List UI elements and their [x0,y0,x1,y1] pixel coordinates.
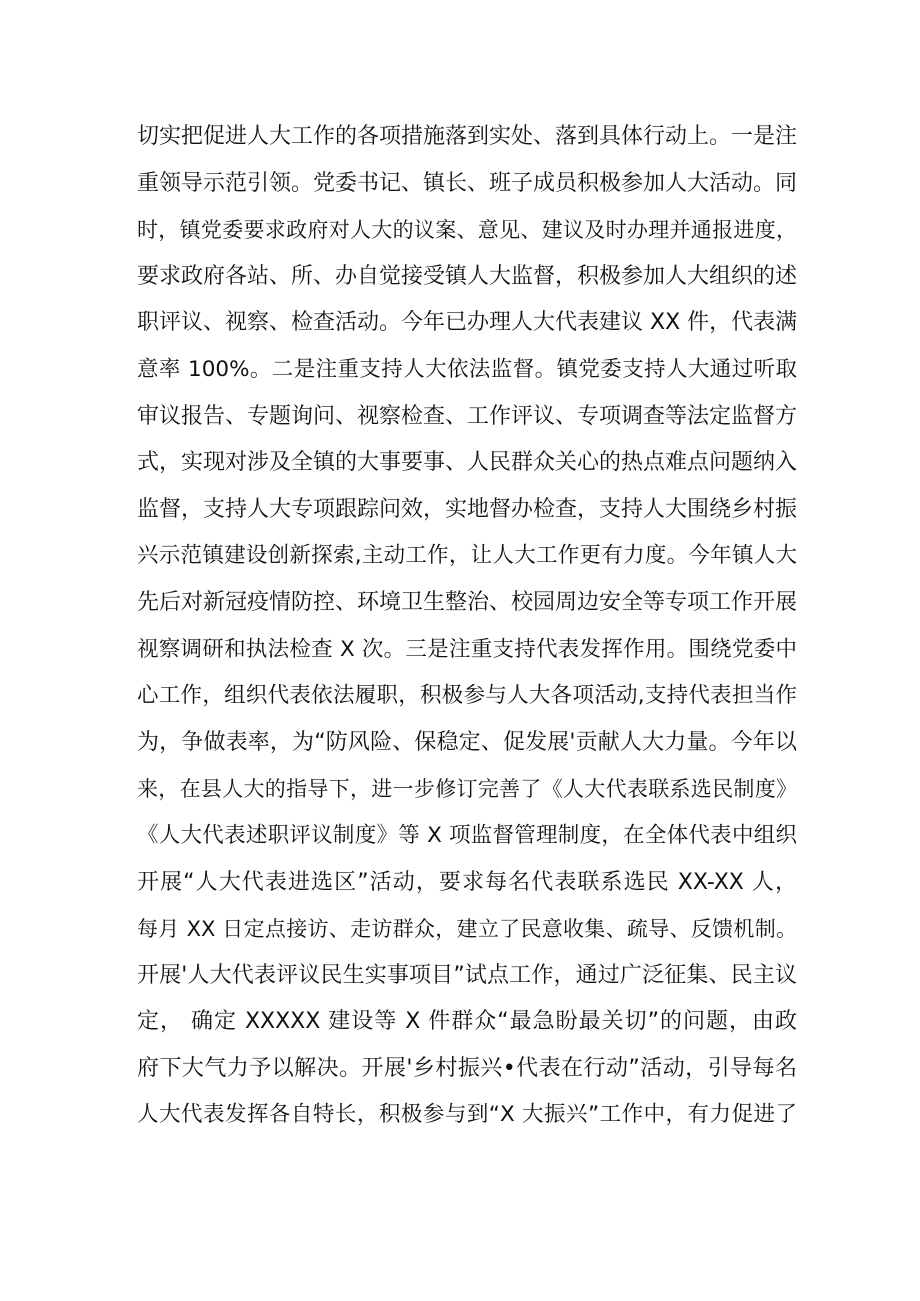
text-line: 开展“人大代表进选区”活动，要求每名代表联系选民 XX-XX 人， [137,869,797,895]
text-line: 心工作，组织代表依法履职，积极参与人大各项活动,支持代表担当作 [137,683,797,709]
text-line: 审议报告、专题询问、视察检查、工作评议、专项调查等法定监督方 [137,403,798,429]
text-line: 意率 100%。二是注重支持人大依法监督。镇党委支持人大通过听取 [137,356,797,382]
text-line: 人大代表发挥各自特长，积极参与到“X 大振兴”工作中，有力促进了 [137,1102,797,1128]
text-line: 府下大气力予以解决。开展'乡村振兴•代表在行动”活动，引导每名 [137,1055,797,1081]
body-text [137,114,797,1139]
text-line: 每月 XX 日定点接访、走访群众，建立了民意收集、疏导、反馈机制。 [137,917,797,942]
text-line: 职评议、视察、检查活动。今年已办理人大代表建议 XX 件，代表满 [137,310,798,336]
text-line: 定， 确定 XXXXX 建设等 X 件群众“最急盼最关切”的问题，由政 [137,1009,797,1035]
text-line: 式，实现对涉及全镇的大事要事、人民群众关心的热点难点问题纳入 [137,450,798,476]
text-line: 开展'人大代表评议民生实事项目”试点工作，通过广泛征集、民主议 [137,962,797,988]
text-line: 视察调研和执法检查 X 次。三是注重支持代表发挥作用。围绕党委中 [137,636,797,662]
text-line: 兴示范镇建设创新探索,主动工作，让人大工作更有力度。今年镇人大 [137,543,797,569]
text-line: 切实把促进人大工作的各项措施落到实处、落到具体行动上。一是注 [137,124,798,149]
text-line: 时，镇党委要求政府对人大的议案、意见、建议及时办理并通报进度， [137,218,797,243]
text-line: 为，争做表率，为“防风险、保稳定、促发展'贡献人大力量。今年以 [137,729,797,755]
text-line: 先后对新冠疫情防控、环境卫生整治、校园周边安全等专项工作开展 [137,589,798,615]
text-line: 监督，支持人大专项跟踪问效，实地督办检查，支持人大围绕乡村振 [137,496,798,522]
text-line: 《人大代表述职评议制度》等 X 项监督管理制度，在全体代表中组织 [137,822,797,848]
text-line: 来，在县人大的指导下，进一步修订完善了《人大代表联系选民制度》 [137,777,797,802]
text-line: 重领导示范引领。党委书记、镇长、班子成员积极参加人大活动。同 [137,170,798,196]
text-line: 要求政府各站、所、办自觉接受镇人大监督，积极参加人大组织的述 [137,263,798,289]
